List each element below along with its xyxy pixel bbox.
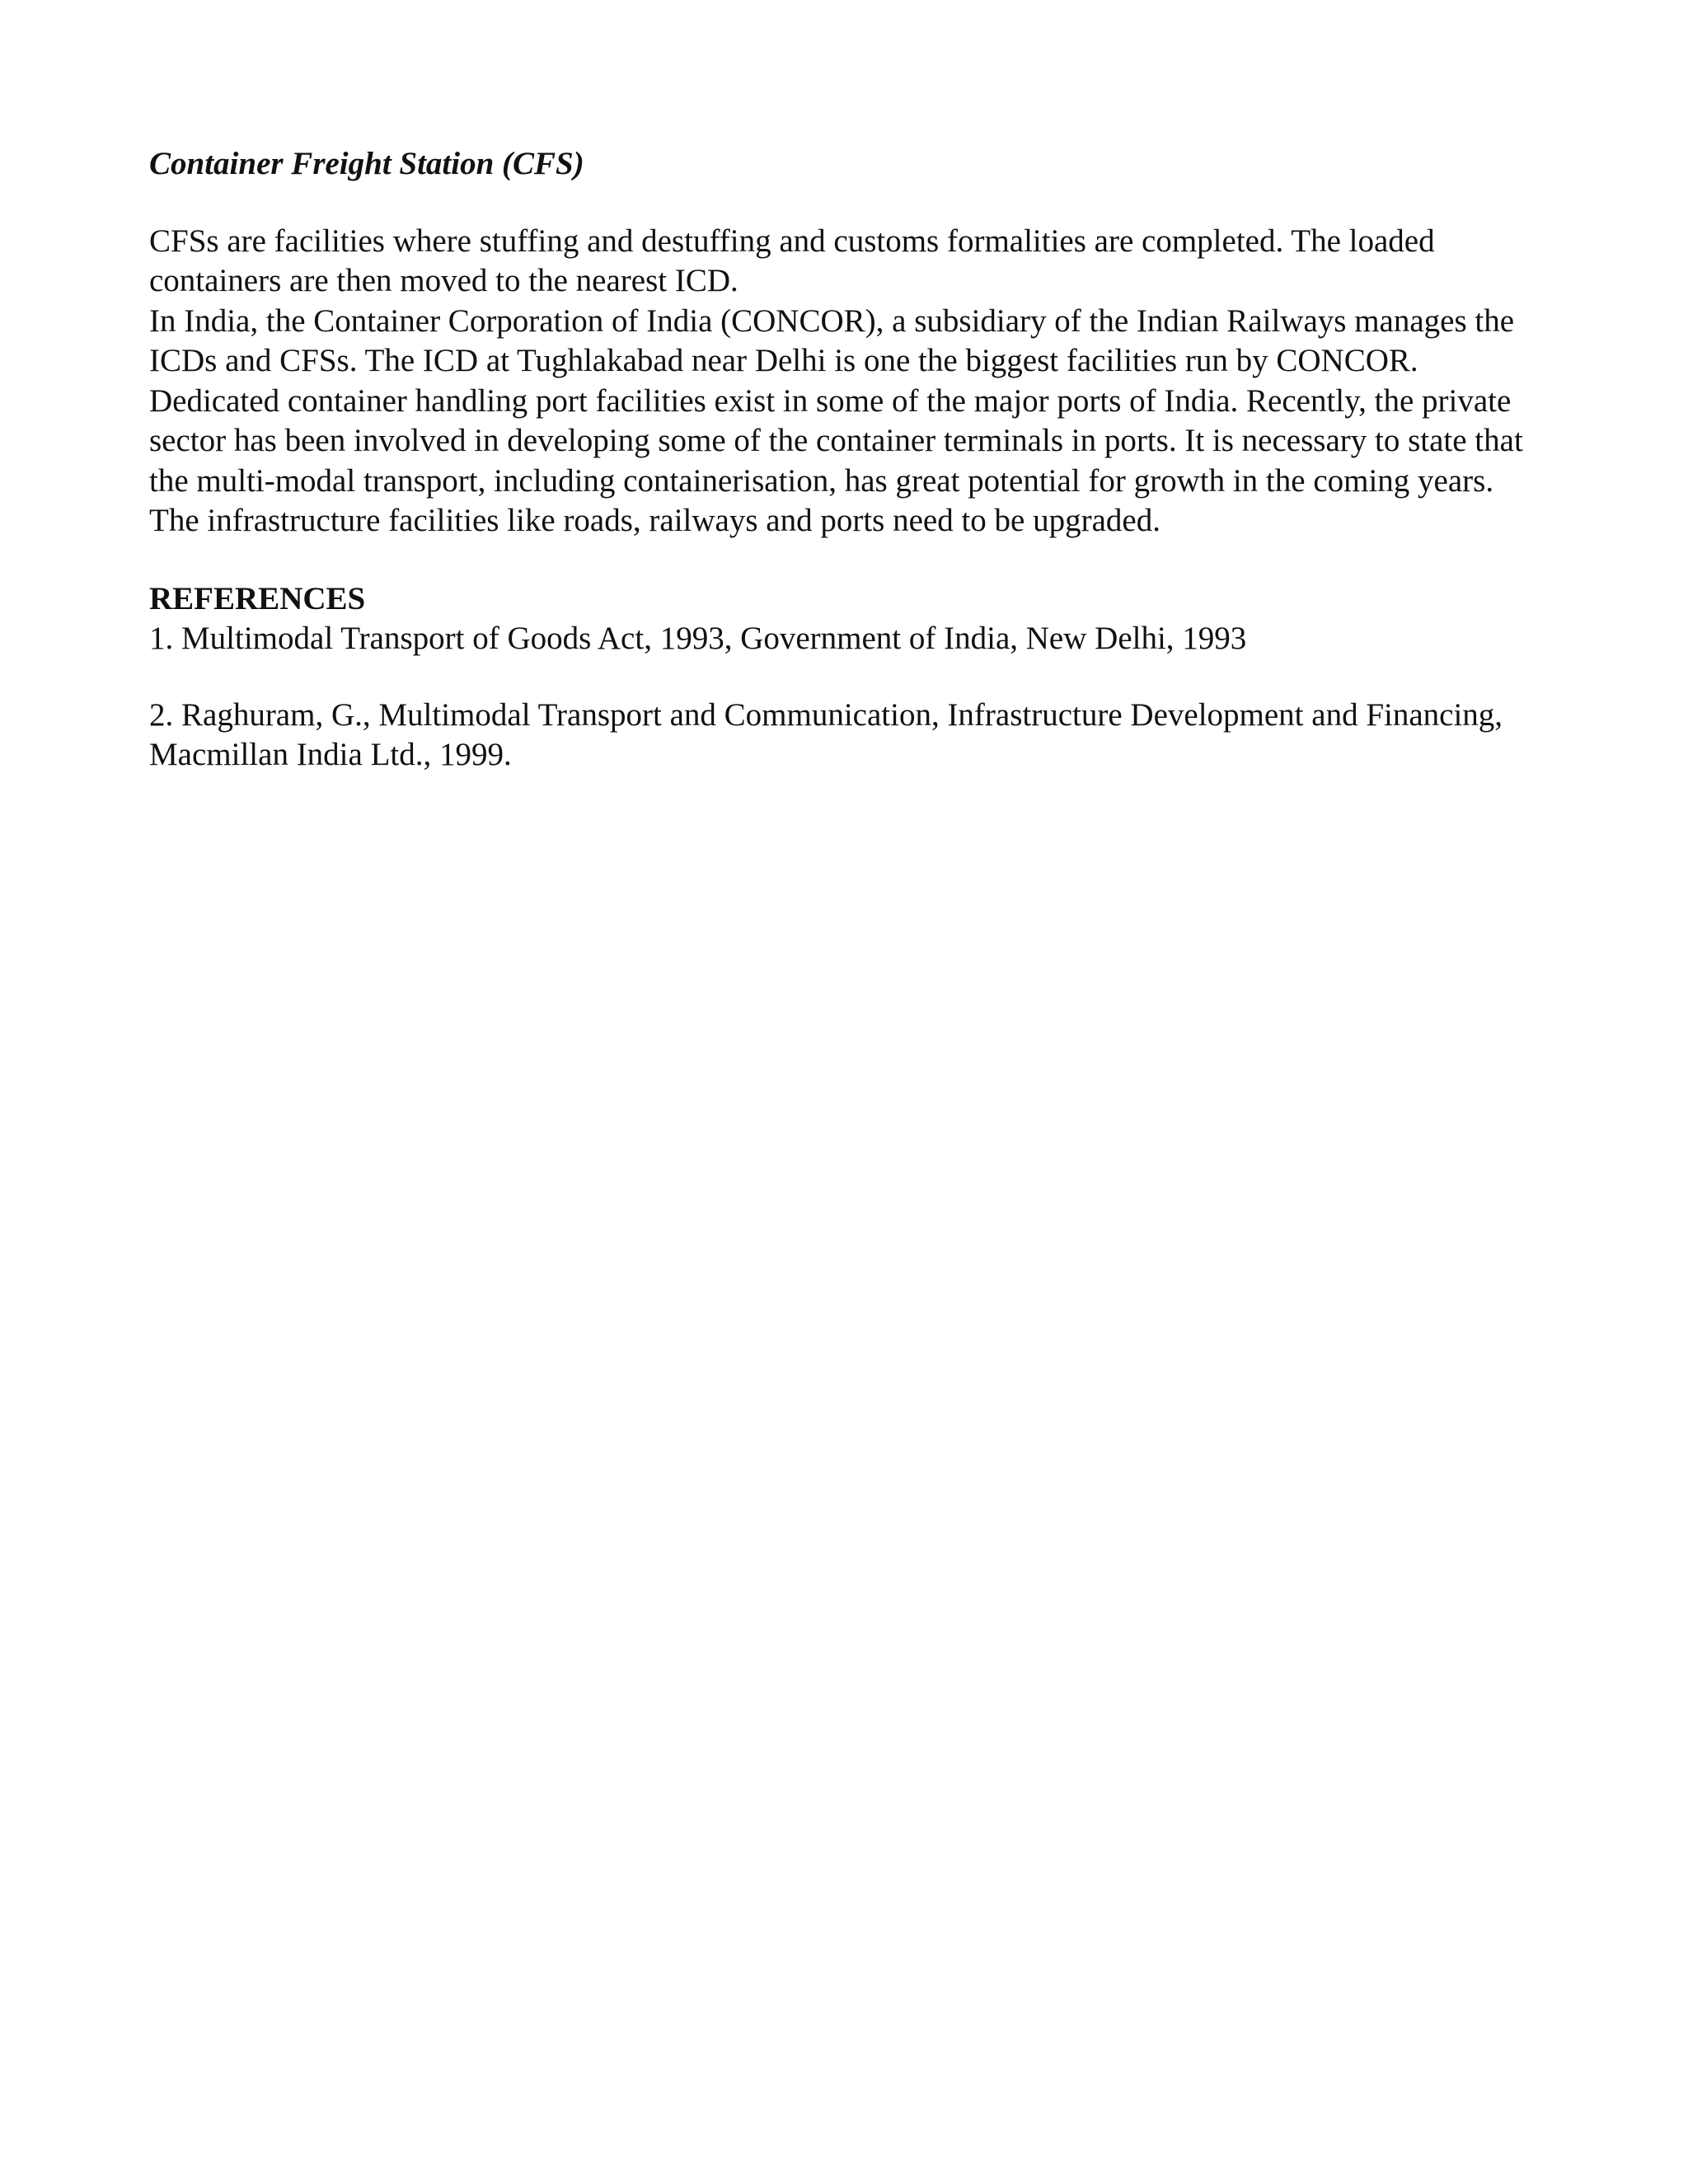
paragraph-cfs-definition: CFSs are facilities where stuffing and destuffing and customs formalities are completed. The loaded containers are then moved to the nearest ICD. [149, 223, 1435, 299]
section-title: Container Freight Station (CFS) [149, 146, 584, 181]
references-list [149, 619, 1550, 776]
reference-item: 1. Multimodal Transport of Goods Act, 1993, Government of India, New Delhi, 1993 [149, 621, 1247, 657]
paragraph-concor-india: In India, the Container Corporation of India (CONCOR), a subsidiary of the Indian Railways manages the ICDs and CFSs. The ICD at Tughlakabad near Delhi is one the biggest facilities run by CONCOR. Dedicated container handling port facilities exist in some of the major ports of India. Recently, the private sector has been involved in developing some of the container terminals in ports. It is necessary to state that the multi-modal transport, including containerisation, has great potential for growth in the coming years. The infrastructure facilities like roads, railways and ports need to be upgraded. [149, 302, 1523, 539]
document-page [149, 144, 1550, 776]
references-heading: REFERENCES [149, 580, 366, 616]
reference-item: 2. Raghuram, G., Multimodal Transport and Communication, Infrastructure Development and Financing, Macmillan India Ltd., 1999. [149, 696, 1503, 773]
body-text-block [149, 222, 1550, 541]
